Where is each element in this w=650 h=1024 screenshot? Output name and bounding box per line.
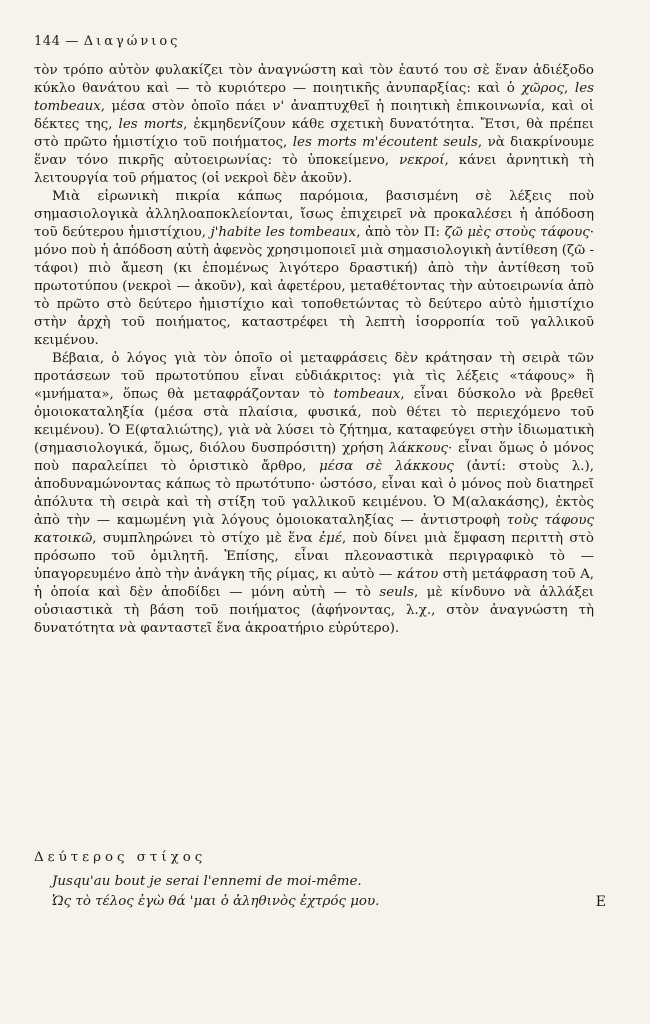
verse-heading: Δεύτερος στίχος (34, 850, 207, 865)
text-run: (ἀντί: στοὺς λ.), ἀποδυναμώνοντας κάπως τὸ πρωτότυπο· ὡστόσο, εἶναι καὶ ὁ μόνος ποὺ διατηρεῖ ἀπόλυτα τὴ σειρὰ καὶ τὴ στίξη τοῦ γαλλικοῦ κειμένου. Ὁ Μ(αλακάσης), ἐκτὸς ἀπὸ τὴν — καμωμένη γιὰ λόγους ὁμοιοκαταληξίας — ἀντιστροφὴ (34, 459, 594, 528)
italic-run: ἐμέ (318, 531, 343, 546)
italic-run: τοὺς τάφους κατοικῶ (34, 513, 594, 546)
italic-run: κάτου (396, 567, 439, 582)
text-run: , μέσα στὸν ὁποῖο πάει ν' ἀναπτυχθεῖ ἡ ποιητικὴ ἐπικοινωνία, καὶ οἱ δέκτες της, (34, 99, 594, 132)
french-verse-line: Jusqu'au bout je serai l'ennemi de moi-même. (52, 874, 362, 889)
text-run: , ἀπὸ τὸν Π: (356, 225, 445, 240)
text-run: · εἶναι ὅμως ὁ μόνος ποὺ παραλείπει τὸ ὁριστικὸ ἄρθρο, (34, 441, 594, 474)
page-number: 144 (34, 34, 61, 49)
text-run: , ποὺ δίνει μιὰ ἔμφαση περιττὴ στὸ πρόσωπο τοῦ ὁμιλητῆ. Ἐπίσης, εἶναι πλεοναστικὰ περιγραφικὸ τὸ — ὑπαγορευμένο ἀπὸ τὴν ἀνάγκη τῆς ρίμας, κι αὐτὸ — (34, 531, 594, 582)
text-run: , (563, 81, 575, 96)
greek-verse-row (34, 892, 604, 912)
running-head (34, 34, 180, 49)
text-run: Βέβαια, ὁ λόγος γιὰ τὸν ὁποῖο οἱ μεταφράσεις δὲν κράτησαν τὴ σειρὰ τῶν προτάσεων τοῦ πρωτοτύπου εἶναι εὐδιάκριτος: γιὰ τὶς λέξεις «τάφους» ἢ «μνήματα», ὅπως θὰ μεταφράζονταν τὸ (34, 351, 594, 402)
italic-run: seuls (379, 585, 414, 600)
greek-verse-line: Ὡς τὸ τέλος ἐγὼ θά 'μαι ὁ ἀληθινὸς ἐχτρός μου. (52, 894, 380, 909)
text-run: , κάνει ἀρνητικὴ τὴ λειτουργία τοῦ ρήματος (οἱ νεκροὶ δὲν ἀκοῦν). (34, 153, 594, 186)
text-run: τὸν τρόπο αὐτὸν φυλακίζει τὸν ἀναγνώστη καὶ τὸν ἑαυτό του σὲ ἕναν ἀδιέξοδο κύκλο θανάτου καὶ — τὸ κυριότερο — ποιητικῆς ἀνυπαρξίας: καὶ ὁ (34, 63, 594, 96)
italic-run: les morts m'écoutent seuls (292, 135, 478, 150)
italic-run: les morts (118, 117, 184, 132)
italic-run: χῶρος (521, 81, 564, 96)
text-run: Μιὰ εἰρωνικὴ πικρία κάπως παρόμοια, βασισμένη σὲ λέξεις ποὺ σημασιολογικὰ ἀλληλοαποκλείονται, ἴσως ἐπιχειρεῖ νὰ προκαλέσει ἡ ἀπόδοση τοῦ δεύτερου ἡμιστίχιου, (34, 189, 594, 240)
text-run: , μὲ κίνδυνο νὰ ἀλλάξει οὐσιαστικὰ τὴ βάση τοῦ ποιήματος (ἀφήνοντας, λ.χ., στὸν ἀναγνώστη τὴ δυνατότητα νὰ φανταστεῖ ἕνα ἀκροατήριο εὐρύτερο). (34, 585, 594, 636)
header-separator: — (65, 34, 79, 49)
text-run: , εἶναι δύσκολο νὰ βρεθεῖ ὁμοιοκαταληξία (μέσα στὰ πλαίσια, φυσικά, ποὺ θέτει τὸ περιεχόμενο τοῦ κειμένου). Ὁ Ε(φταλιώτης), γιὰ νὰ λύσει τὸ ζήτημα, καταφεύγει στὴν ἰδιωματικὴ (σημασιολογικά, ὅμως, διόλου δυσπρόσιτη) χρήση (34, 387, 594, 456)
italic-run: λάκκους (389, 441, 448, 456)
italic-run: j'habite les tombeaux (210, 225, 357, 240)
translator-mark: Ε (595, 894, 606, 910)
italic-run: νεκροί (399, 153, 445, 168)
text-run: , συμπληρώνει τὸ στίχο μὲ ἕνα (92, 531, 319, 546)
body-paragraph (34, 188, 594, 350)
italic-run: μέσα σὲ λάκκους (319, 459, 454, 474)
italic-run: les tombeaux (34, 81, 594, 114)
body-text (34, 62, 594, 638)
text-run: , νὰ διακρίνουμε ἕναν τόνο πικρῆς αὐτοειρωνίας: τὸ ὑποκείμενο, (34, 135, 595, 168)
text-run: · μόνο ποὺ ἡ ἀπόδοση αὐτὴ ἀφενὸς χρησιμοποιεῖ μιὰ σημασιολογικὴ ἀντίθεση (ζῶ - τάφοι) πιὸ ἄμεση (κι ἑπομένως λιγότερο δραστική) ἀπὸ τὴν ἀντίθεση τοῦ πρωτοτύπου (νεκροὶ — ἀκοῦν), καὶ ἀφετέρου, μεταθέτοντας τὴν αὐτοειρωνία ἀπὸ τὸ πρῶτο στὸ δεύτερο ἡμιστίχιο καὶ τοποθετώντας τὸ δεύτερο αὐτὸ ἡμιστίχιο στὴν ἀρχὴ τοῦ ποιήματος, καταστρέφει τὴ λεπτὴ ἰσορροπία τοῦ γαλλικοῦ κειμένου. (34, 225, 594, 348)
text-run: στὴ μετάφραση τοῦ Α, ἡ ὁποία καὶ δὲν ἀποδίδει — μόνη αὐτὴ — τὸ (34, 567, 594, 600)
italic-run: ζῶ μὲς στοὺς τάφους (444, 225, 590, 240)
body-paragraph (34, 62, 594, 188)
body-paragraph (34, 350, 594, 638)
italic-run: tombeaux (333, 387, 401, 402)
verse-block (34, 848, 604, 912)
journal-title: Διαγώνιος (83, 34, 181, 49)
text-run: , ἐκμηδενίζουν κάθε σχετικὴ δυνατότητα. Ἔτσι, θὰ πρέπει στὸ πρῶτο ἡμιστίχιο τοῦ ποιήματος, (34, 117, 595, 150)
